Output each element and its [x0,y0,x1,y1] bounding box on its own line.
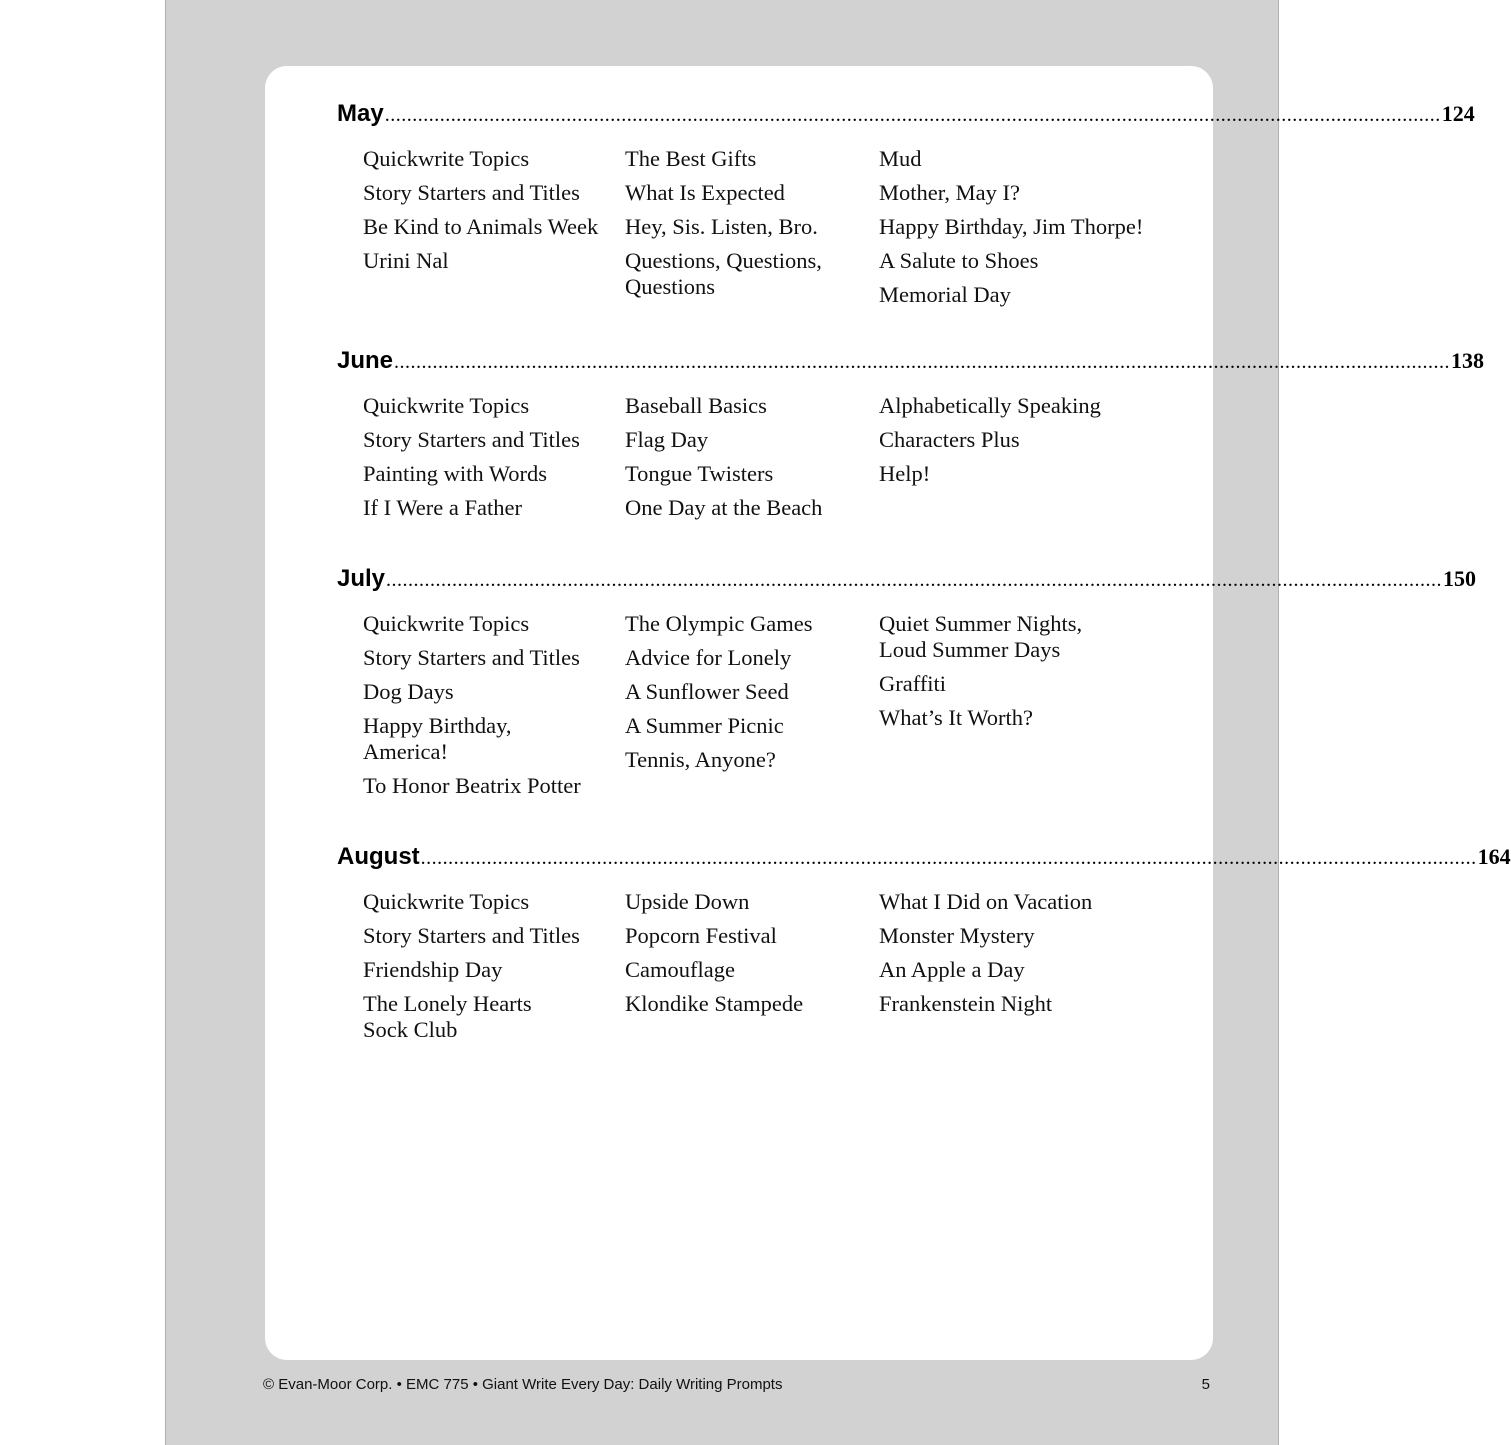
section-title: May [337,100,384,127]
topic-item: Frankenstein Night [879,991,1053,1016]
topic-item: What I Did on Vacation [879,889,1093,914]
topic-item: The Best Gifts [625,146,757,171]
topic-item: Hey, Sis. Listen, Bro. [625,214,818,239]
topic-item: Popcorn Festival [625,923,777,948]
section-heading [337,347,1485,381]
topic-item: Mud [879,146,922,171]
topic-item: Quickwrite Topics [363,393,530,418]
section-page-number: 164 [1477,844,1511,869]
topic-column-3 [879,146,1169,316]
topic-item: Quickwrite Topics [363,146,530,171]
topic-item: Characters Plus [879,427,1020,452]
topic-item: Advice for Lonely [625,645,792,670]
topic-item: Story Starters and Titles [363,923,580,948]
topic-item: Baseball Basics [625,393,767,418]
topic-item: Mother, May I? [879,180,1020,205]
topic-item: What Is Expected [625,180,785,205]
topic-item: Monster Mystery [879,923,1035,948]
topic-item: Urini Nal [363,248,449,273]
topic-item: Story Starters and Titles [363,427,580,452]
topic-item: A Salute to Shoes [879,248,1039,273]
section-page-number: 150 [1443,566,1477,591]
leader-dots: ................................................................................................................................................................................................ [420,847,1477,869]
topic-item: Klondike Stampede [625,991,804,1016]
section-page-number: 138 [1451,348,1485,373]
topic-item: The Lonely Hearts Sock Club [363,991,532,1042]
section-title: July [337,565,386,592]
topic-item: Be Kind to Animals Week [363,214,599,239]
section-heading [337,100,1475,134]
topic-column-2 [625,889,865,1025]
section-july [337,565,1477,798]
topic-item: Upside Down [625,889,750,914]
topic-column-3 [879,611,1169,739]
section-may [337,100,1475,307]
section-page-number: 124 [1441,101,1475,126]
topic-item: Graffiti [879,671,947,696]
topic-item: What’s It Worth? [879,705,1033,730]
topic-item: If I Were a Father [363,495,522,520]
topic-column-2 [625,611,865,781]
footer-page-number: 5 [1201,1376,1210,1393]
section-heading [337,565,1477,599]
leader-dots: ................................................................................................................................................................................................ [384,104,1441,126]
topic-item: Tongue Twisters [625,461,774,486]
topic-item: Quiet Summer Nights, Loud Summer Days [879,611,1083,662]
topic-item: To Honor Beatrix Potter [363,773,581,798]
topic-column-3 [879,393,1169,495]
topic-item: A Sunflower Seed [625,679,789,704]
topic-item: Story Starters and Titles [363,180,580,205]
topic-item: Tennis, Anyone? [625,747,776,772]
topic-item: A Summer Picnic [625,713,784,738]
section-title: August [337,843,420,870]
topic-item: Quickwrite Topics [363,889,530,914]
topic-item: Questions, Questions, Questions [625,248,822,299]
topic-item: Story Starters and Titles [363,645,580,670]
section-title: June [337,347,394,374]
leader-dots: ................................................................................................................................................................................................ [394,351,1451,373]
topic-item: Quickwrite Topics [363,611,530,636]
topic-item: Painting with Words [363,461,548,486]
footer-credit: © Evan-Moor Corp. • EMC 775 • Giant Write Every Day: Daily Writing Prompts [263,1376,783,1393]
topic-item: The Olympic Games [625,611,813,636]
topic-column-1 [363,611,603,807]
topic-column-2 [625,393,865,529]
topic-item: Flag Day [625,427,709,452]
topic-column-1 [363,146,603,282]
topic-item: Happy Birthday, Jim Thorpe! [879,214,1144,239]
section-heading [337,843,1511,877]
leader-dots: ................................................................................................................................................................................................ [386,569,1443,591]
topic-item: Happy Birthday, America! [363,713,512,764]
topic-item: Help! [879,461,931,486]
topic-column-1 [363,889,603,1051]
topic-item: Friendship Day [363,957,503,982]
topic-item: Dog Days [363,679,454,704]
topic-column-2 [625,146,865,308]
topic-item: Alphabetically Speaking [879,393,1101,418]
topic-column-3 [879,889,1169,1025]
section-june [337,347,1485,520]
topic-item: One Day at the Beach [625,495,823,520]
topic-item: Camouflage [625,957,735,982]
section-august [337,843,1511,1042]
topic-item: Memorial Day [879,282,1011,307]
topic-item: An Apple a Day [879,957,1025,982]
page-footer [263,1376,1210,1393]
topic-column-1 [363,393,603,529]
